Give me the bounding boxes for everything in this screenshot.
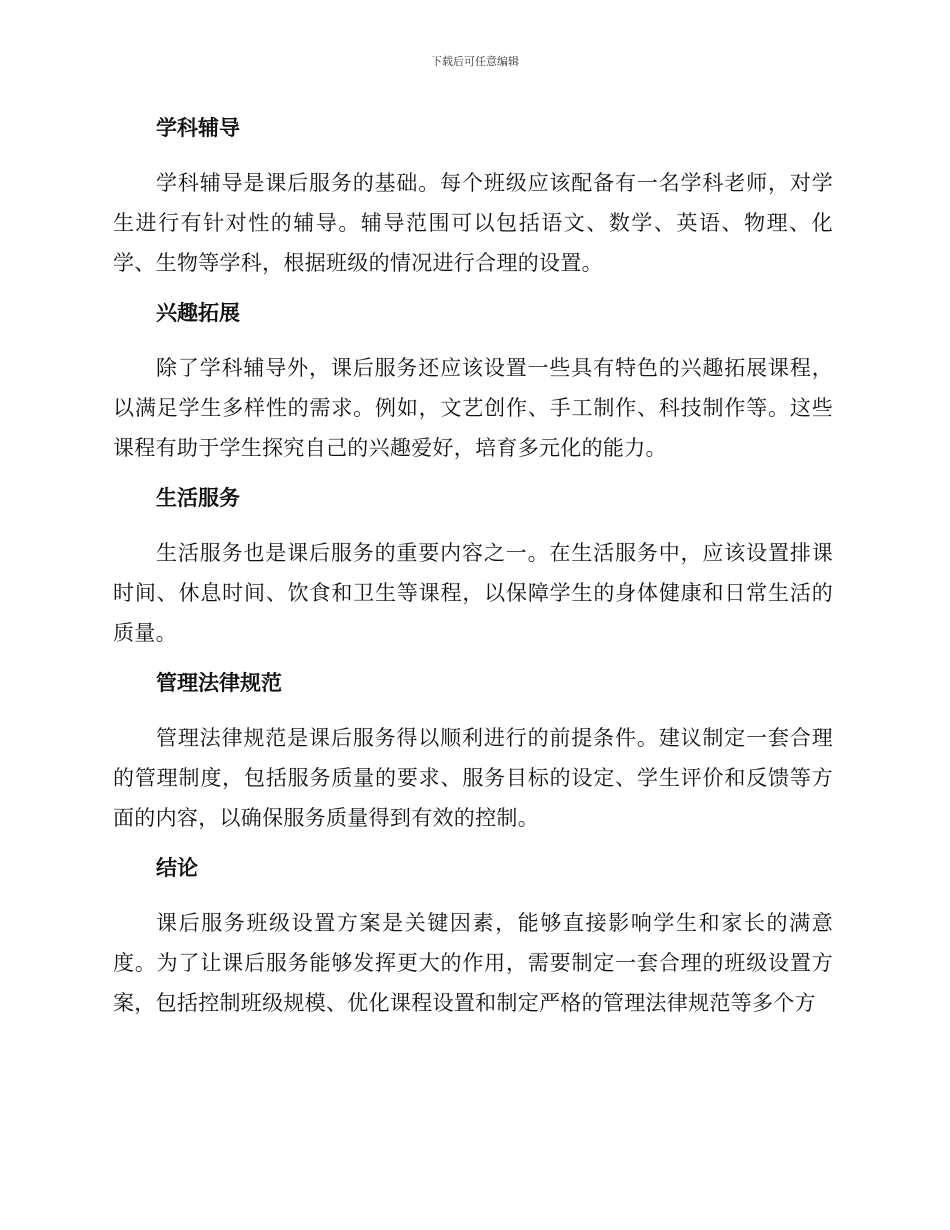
section-paragraph-management-norms: 管理法律规范是课后服务得以顺利进行的前提条件。建议制定一套合理的管理制度，包括服务质量的要求、服务目标的设定、学生评价和反馈等方面的内容，以确保服务质量得到有效的控制。 <box>113 726 833 830</box>
section-heading-subject-tutoring: 学科辅导 <box>156 116 240 140</box>
page-header: 下载后可任意编辑 <box>431 55 519 68</box>
section-paragraph-subject-tutoring: 学科辅导是课后服务的基础。每个班级应该配备有一名学科老师，对学生进行有针对性的辅导。辅导范围可以包括语文、数学、英语、物理、化学、生物等学科，根据班级的情况进行合理的设置。 <box>113 171 833 275</box>
section-heading-life-services: 生活服务 <box>156 486 240 510</box>
section-paragraph-conclusion: 课后服务班级设置方案是关键因素，能够直接影响学生和家长的满意度。为了让课后服务能够发挥更大的作用，需要制定一套合理的班级设置方案，包括控制班级规模、优化课程设置和制定严格的管理法律规范等多个方 <box>113 911 833 1015</box>
section-paragraph-life-services: 生活服务也是课后服务的重要内容之一。在生活服务中，应该设置排课时间、休息时间、饮食和卫生等课程，以保障学生的身体健康和日常生活的质量。 <box>113 541 833 645</box>
section-paragraph-interest-expansion: 除了学科辅导外，课后服务还应该设置一些具有特色的兴趣拓展课程，以满足学生多样性的需求。例如，文艺创作、手工制作、科技制作等。这些课程有助于学生探究自己的兴趣爱好，培育多元化的能力。 <box>113 356 833 460</box>
section-heading-interest-expansion: 兴趣拓展 <box>156 301 240 325</box>
section-heading-conclusion: 结论 <box>156 856 198 880</box>
document-body <box>113 108 833 1033</box>
section-heading-management-norms: 管理法律规范 <box>156 671 282 695</box>
